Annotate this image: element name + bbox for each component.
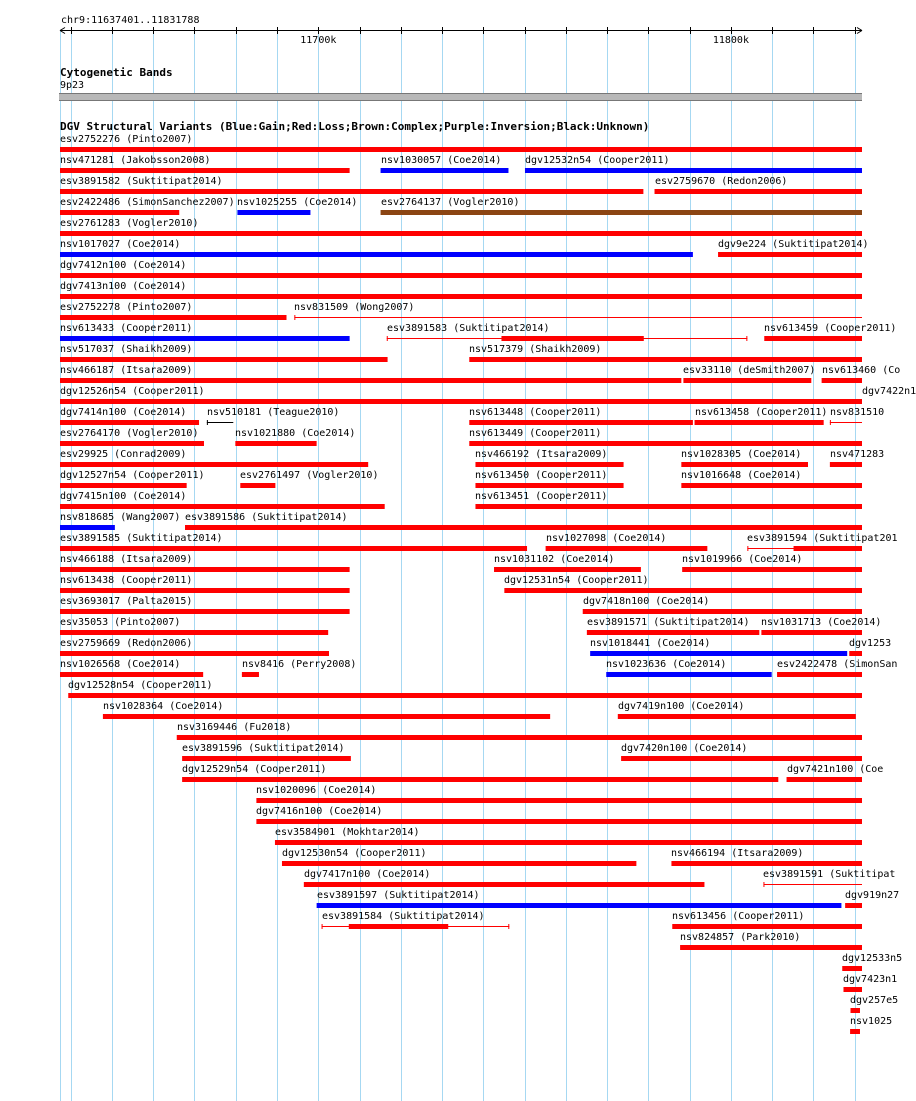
variant-bar [185,525,862,530]
variant-bar [761,630,862,635]
variant-label[interactable]: esv2764170 (Vogler2010) [60,428,199,439]
variant-label[interactable]: nsv466192 (Itsara2009) [475,449,608,460]
variant-bar [822,378,862,383]
variant-bar [60,399,862,404]
variant-bar [275,840,862,845]
variant-label[interactable]: dgv12531n54 (Cooper2011) [504,575,649,586]
variant-label[interactable]: dgv919n27 [845,890,900,901]
variant-bar [256,798,862,803]
variant-bar [60,210,179,215]
variant-bar [256,819,862,824]
variant-label[interactable]: nsv1023636 (Coe2014) [606,659,727,670]
variant-label[interactable]: nsv3169446 (Fu2018) [177,722,292,733]
variant-label[interactable]: dgv7415n100 (Coe2014) [60,491,187,502]
variant-bar [469,420,693,425]
variant-bar [60,441,204,446]
variant-bar [60,546,527,551]
variant-bar [60,252,693,257]
variant-label[interactable]: nsv613448 (Cooper2011) [469,407,602,418]
variant-bar [618,714,856,719]
variant-bar [60,630,328,635]
variant-bar [60,609,350,614]
variant-label[interactable]: nsv466187 (Itsara2009) [60,365,193,376]
variant-label[interactable]: nsv1028364 (Coe2014) [103,701,224,712]
variant-label[interactable]: nsv1019966 (Coe2014) [682,554,803,565]
variant-label[interactable]: nsv613456 (Cooper2011) [672,911,805,922]
variant-bar [718,252,862,257]
variant-label[interactable]: nsv466194 (Itsara2009) [671,848,804,859]
variant-bar [621,756,862,761]
variant-label[interactable]: nsv1031102 (Coe2014) [494,554,615,565]
variant-bar [60,147,862,152]
variant-bar [317,903,842,908]
variant-bar [381,210,862,215]
variant-label[interactable]: dgv7418n100 (Coe2014) [583,596,710,607]
variant-bar [475,504,862,509]
variant-bar [850,1029,860,1034]
variant-label[interactable]: nsv613433 (Cooper2011) [60,323,193,334]
variant-bar [583,609,862,614]
variant-label[interactable]: esv2764137 (Vogler2010) [381,197,520,208]
variant-bar [240,483,275,488]
variant-bar [655,189,862,194]
variant-label[interactable]: nsv613458 (Cooper2011) [695,407,828,418]
variant-bar [60,189,643,194]
cytoband-label: 9p23 [60,80,85,91]
variant-bar [672,924,862,929]
variant-bar [177,735,862,740]
variant-label[interactable]: esv3891585 (Suktitipat2014) [60,533,223,544]
variant-label[interactable]: dgv7414n100 (Coe2014) [60,407,187,418]
variant-bar [501,336,643,341]
variant-label[interactable]: nsv1028305 (Coe2014) [681,449,802,460]
variant-bar [587,630,759,635]
variant-label[interactable]: nsv1031713 (Coe2014) [761,617,882,628]
variant-bar [304,882,705,887]
variant-label[interactable]: esv3891582 (Suktitipat2014) [60,176,223,187]
variant-bar [235,441,316,446]
variant-bar [764,336,862,341]
variant-label[interactable]: esv2761497 (Vogler2010) [240,470,379,481]
variant-label[interactable]: dgv7417n100 (Coe2014) [304,869,431,880]
variant-bar [60,336,350,341]
variant-bar [849,651,862,656]
variant-bar [237,210,310,215]
variant-bar [683,378,811,383]
variant-label[interactable]: nsv831510 [830,407,885,418]
ruler-tick-label: 11800k [712,35,749,46]
variant-label[interactable]: nsv613460 (Co [822,365,901,376]
variant-label[interactable]: nsv613450 (Cooper2011) [475,470,608,481]
variant-label[interactable]: nsv1030057 (Coe2014) [381,155,502,166]
variant-label[interactable]: dgv7419n100 (Coe2014) [618,701,745,712]
variant-bar [680,945,862,950]
variant-label[interactable]: esv2759669 (Redon2006) [60,638,193,649]
variant-label[interactable]: esv29925 (Conrad2009) [60,449,187,460]
variant-label[interactable]: dgv12529n54 (Cooper2011) [182,764,327,775]
variant-label[interactable]: nsv8416 (Perry2008) [242,659,357,670]
variant-bar [60,483,187,488]
variant-bar [60,672,203,677]
variant-label[interactable]: esv33110 (deSmith2007) [683,365,816,376]
variant-bar [60,525,115,530]
variant-bar [60,567,350,572]
variant-bar [546,546,708,551]
variant-label[interactable]: dgv12532n54 (Cooper2011) [525,155,670,166]
variant-label[interactable]: esv3891597 (Suktitipat2014) [317,890,480,901]
variant-bar [845,903,862,908]
variant-bar [475,462,623,467]
variant-label[interactable]: nsv613449 (Cooper2011) [469,428,602,439]
variant-label[interactable]: dgv7423n1 [843,974,898,985]
variant-label[interactable]: esv2422478 (SimonSan [777,659,898,670]
ruler-location: chr9:11637401..11831788 [61,15,200,26]
variant-label[interactable]: dgv9e224 (Suktitipat2014) [718,239,869,250]
variant-label[interactable]: dgv12527n54 (Cooper2011) [60,470,205,481]
variant-label[interactable]: esv3891571 (Suktitipat2014) [587,617,750,628]
variant-bar [182,777,778,782]
variant-label[interactable]: nsv1018441 (Coe2014) [590,638,711,649]
variant-bar [469,357,862,362]
variant-label[interactable]: esv2752278 (Pinto2007) [60,302,193,313]
variant-label[interactable]: dgv7412n100 (Coe2014) [60,260,187,271]
variant-label[interactable]: nsv510181 (Teague2010) [207,407,340,418]
variant-bar [60,651,329,656]
variant-label[interactable]: dgv7421n100 (Coe [787,764,884,775]
variant-bar [60,168,350,173]
variant-bar [682,567,862,572]
variant-label[interactable]: esv3891583 (Suktitipat2014) [387,323,550,334]
variant-label[interactable]: esv2752276 (Pinto2007) [60,134,193,145]
variant-label[interactable]: dgv257e5 [850,995,899,1006]
variant-bar [60,588,350,593]
variant-bar [103,714,550,719]
cytoband-bar[interactable] [59,93,862,101]
variant-bar [242,672,259,677]
variant-bar [842,966,862,971]
variant-bar [60,504,385,509]
variant-label[interactable]: esv3891596 (Suktitipat2014) [182,743,345,754]
variant-bar [695,420,824,425]
variant-bar [60,231,862,236]
variant-label[interactable]: esv2759670 (Redon2006) [655,176,788,187]
variant-label[interactable]: nsv1025255 (Coe2014) [237,197,358,208]
variant-label[interactable]: nsv1016648 (Coe2014) [681,470,802,481]
variant-label[interactable]: nsv613438 (Cooper2011) [60,575,193,586]
variant-label[interactable]: dgv7420n100 (Coe2014) [621,743,748,754]
variant-bar [525,168,862,173]
variant-label[interactable]: esv3584901 (Mokhtar2014) [275,827,420,838]
variant-bar [182,756,351,761]
variant-label[interactable]: nsv517037 (Shaikh2009) [60,344,193,355]
variant-bar [60,378,681,383]
variant-bar [475,483,623,488]
variant-label[interactable]: esv3891584 (Suktitipat2014) [322,911,485,922]
variant-label[interactable]: nsv831509 (Wong2007) [294,302,415,313]
variant-bar [504,588,862,593]
variant-label[interactable]: nsv1026568 (Coe2014) [60,659,181,670]
variant-bar [381,168,509,173]
variant-label[interactable]: nsv471283 [830,449,885,460]
variant-bar [60,294,862,299]
variant-bar [681,483,862,488]
variant-label[interactable]: dgv12530n54 (Cooper2011) [282,848,427,859]
cytoband-track-title: Cytogenetic Bands [60,66,173,79]
variant-bar [68,693,862,698]
variant-bar [850,1008,859,1013]
variant-bar [60,420,199,425]
variant-label[interactable]: nsv824857 (Park2010) [680,932,801,943]
variant-label[interactable]: dgv12526n54 (Cooper2011) [60,386,205,397]
variant-label[interactable]: esv2422486 (SimonSanchez2007) [60,197,235,208]
variant-label[interactable]: nsv466188 (Itsara2009) [60,554,193,565]
variant-bar [606,672,771,677]
ruler-tick-label: 11700k [300,35,337,46]
variant-bar [843,987,862,992]
variant-label[interactable]: esv3891586 (Suktitipat2014) [185,512,348,523]
variant-label[interactable]: nsv613451 (Cooper2011) [475,491,608,502]
variant-label[interactable]: nsv818685 (Wang2007) [60,512,181,523]
variant-bar [681,462,808,467]
variant-label[interactable]: esv35053 (Pinto2007) [60,617,181,628]
variant-bar [590,651,847,656]
variant-bar [349,924,448,929]
variant-label[interactable]: dgv7413n100 (Coe2014) [60,281,187,292]
variant-label[interactable]: nsv1020096 (Coe2014) [256,785,377,796]
variant-label[interactable]: nsv471281 (Jakobsson2008) [60,155,211,166]
variant-label[interactable]: nsv1025 [850,1016,893,1027]
variant-label[interactable]: dgv12528n54 (Cooper2011) [68,680,213,691]
variant-bar [494,567,641,572]
variant-bar [60,462,368,467]
variant-label[interactable]: dgv12533n5 [842,953,903,964]
variant-label[interactable]: dgv1253 [849,638,892,649]
variant-label[interactable]: dgv7422n1 [862,386,916,397]
variant-label[interactable]: nsv1021880 (Coe2014) [235,428,356,439]
variant-bar [60,273,862,278]
variant-bar [60,315,287,320]
variant-bar [469,441,862,446]
variant-label[interactable]: esv3693017 (Palta2015) [60,596,193,607]
variant-label[interactable]: dgv7416n100 (Coe2014) [256,806,383,817]
variant-bar [787,777,862,782]
variant-bar [777,672,862,677]
variant-label[interactable]: nsv613459 (Cooper2011) [764,323,897,334]
variant-label[interactable]: nsv1017027 (Coe2014) [60,239,181,250]
variant-label[interactable]: nsv517379 (Shaikh2009) [469,344,602,355]
variant-label[interactable]: nsv1027098 (Coe2014) [546,533,667,544]
variant-bar [794,546,862,551]
variant-label[interactable]: esv3891594 (Suktitipat201 [747,533,898,544]
variant-bar [671,861,862,866]
dgv-track-title: DGV Structural Variants (Blue:Gain;Red:Loss;Brown:Complex;Purple:Inversion;Black:Unknown) [60,120,650,133]
variant-bar [830,462,862,467]
variant-label[interactable]: esv3891591 (Suktitipat [763,869,896,880]
variant-label[interactable]: esv2761283 (Vogler2010) [60,218,199,229]
variant-bar [60,357,388,362]
variant-bar [282,861,636,866]
